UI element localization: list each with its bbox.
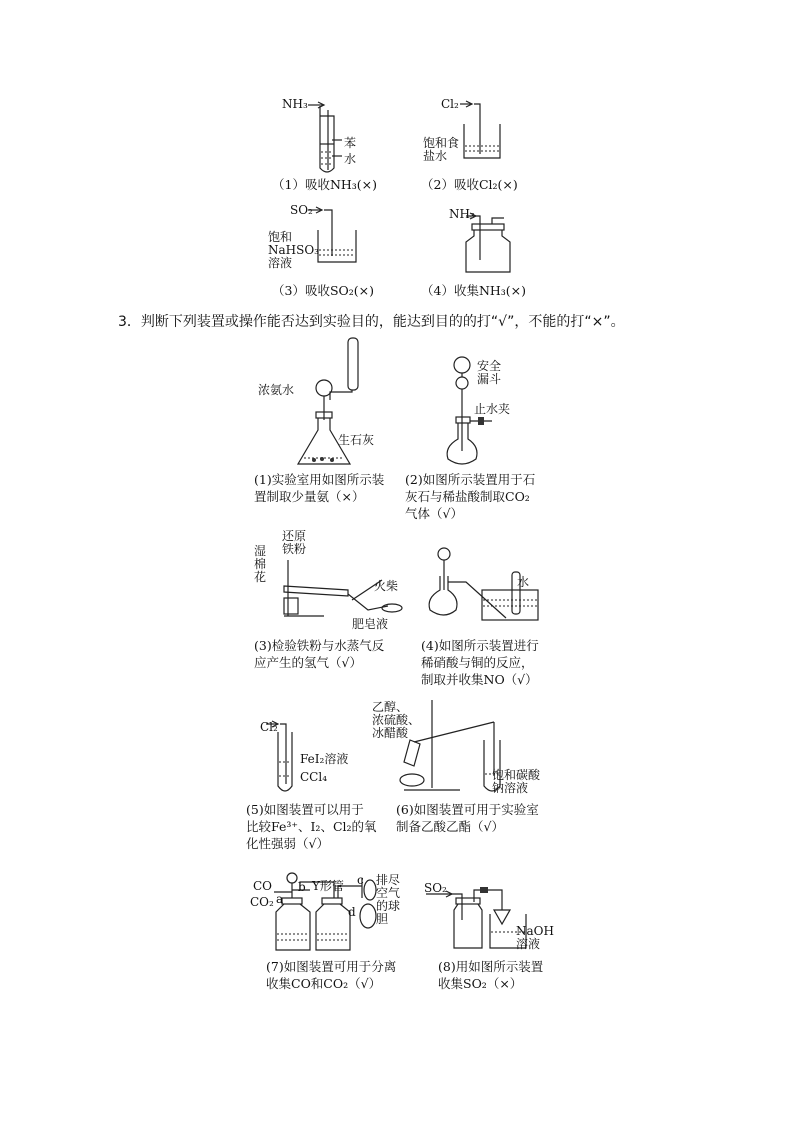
d-label: d xyxy=(348,905,356,919)
gas-bottle-diagram xyxy=(460,210,530,280)
co-label: CO xyxy=(253,879,273,893)
caption-3-3: (3)检验铁粉与水蒸气反 应产生的氢气（√） xyxy=(254,638,385,670)
stopcock-label: 止水夹 xyxy=(474,402,511,416)
caption-2-1: （1）吸收NH₃(×) xyxy=(272,177,378,192)
caption-3-4: (4)如图所示装置进行 稀硝酸与铜的反应， 制取并收集NO（√） xyxy=(421,638,539,687)
caption-3-6: (6)如图装置可用于实验室 制备乙酸乙酯（√） xyxy=(396,802,539,834)
ccl4-label: CCl₄ xyxy=(300,770,328,784)
safety-funnel-label: 安全 漏斗 xyxy=(477,359,502,386)
saturated-brine-label: 饱和食 盐水 xyxy=(423,136,460,163)
so2-label: SO₂ xyxy=(424,881,447,895)
reagents-label: 乙醇、 浓硫酸、 冰醋酸 xyxy=(372,700,421,740)
caption-2-4: （4）收集NH₃(×) xyxy=(421,283,527,298)
caption-3-1: (1)实验室用如图所示装 置制取少量氨（×） xyxy=(254,472,385,504)
y-tube-label: Y形管 xyxy=(312,879,344,893)
na2co3-label: 饱和碳酸 钠溶液 xyxy=(492,768,541,795)
caption-2-3: （3）吸收SO₂(×) xyxy=(272,283,375,298)
a-label: a xyxy=(276,892,284,906)
ammonia-water-label: 浓氨水 xyxy=(258,383,295,397)
caption-3-5: (5)如图装置可以用于 比较Fe³⁺、I₂、Cl₂的氧 化性强弱（√） xyxy=(246,802,377,851)
soap-solution-label: 肥皂液 xyxy=(352,617,389,631)
question-3: 3．判断下列装置或操作能否达到实验目的，能达到目的的打“√”，不能的打“×”。 xyxy=(118,314,625,330)
match-label: 火柴 xyxy=(374,579,399,593)
c-label: c xyxy=(357,873,364,887)
water-label: 水 xyxy=(344,152,357,166)
quicklime-label: 生石灰 xyxy=(338,433,375,447)
caption-3-2: (2)如图所示装置用于石 灰石与稀盐酸制取CO₂ 气体（√） xyxy=(405,472,536,521)
gas-label: SO₂ xyxy=(290,203,313,217)
caption-3-7: (7)如图装置可用于分离 收集CO和CO₂（√） xyxy=(266,959,397,991)
gas-label: NH₃ xyxy=(449,207,475,221)
bladder-label: 排尽 空气 的球 胆 xyxy=(376,873,401,926)
conical-flask-diagram xyxy=(290,338,380,473)
gas-label: NH₃ xyxy=(282,97,308,111)
fei2-label: FeI₂溶液 xyxy=(300,752,349,766)
reduced-iron-label: 还原 铁粉 xyxy=(282,529,307,556)
nahso3-label: 饱和 NaHSO₃ 溶液 xyxy=(268,230,319,270)
beaker-diagram xyxy=(458,96,508,166)
caption-2-2: （2）吸收Cl₂(×) xyxy=(421,177,518,192)
caption-3-8: (8)用如图所示装置 收集SO₂（×） xyxy=(438,959,544,991)
wet-cotton-label: 湿 棉 花 xyxy=(254,544,267,584)
water-label: 水 xyxy=(517,575,530,589)
naoh-label: NaOH 溶液 xyxy=(516,924,554,951)
cl2-label: Cl₂ xyxy=(260,720,278,734)
gas-label: Cl₂ xyxy=(441,97,459,111)
co2-label: CO₂ xyxy=(250,895,274,909)
benzene-label: 苯 xyxy=(344,136,357,150)
b-label: b xyxy=(298,880,306,894)
